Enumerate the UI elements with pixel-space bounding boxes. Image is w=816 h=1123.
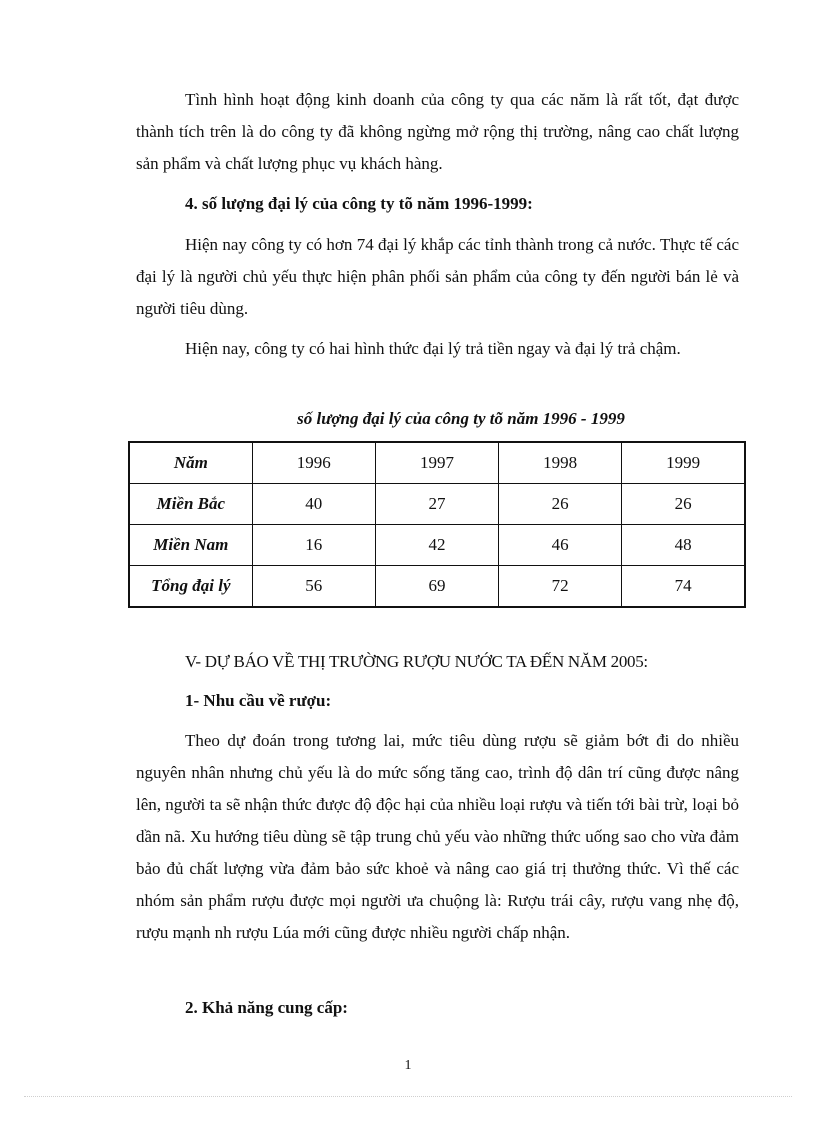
heading-agent-count: 4. số lượng đại lý của công ty tõ năm 1996-1999: xyxy=(185,194,533,213)
table-cell: 26 xyxy=(622,484,745,525)
row-label: Tổng đại lý xyxy=(129,566,252,608)
paragraph-business-results: Tình hình hoạt động kinh doanh của công ty qua các năm là rất tốt, đạt được thành tích trên là do công ty đã không ngừng mở rộng thị trường, nâng cao chất lượng sản phẩm và chất lượng phục vụ khách hàng. xyxy=(136,90,739,173)
paragraph-agents-nationwide: Hiện nay công ty có hơn 74 đại lý khắp các tỉnh thành trong cả nước. Thực tế các đại lý là người chủ yếu thực hiện phân phối sản phẩm của công ty đến người bán lẻ và người tiêu dùng. xyxy=(136,235,739,318)
paragraph-agent-types: Hiện nay, công ty có hai hình thức đại lý trả tiền ngay và đại lý trả chậm. xyxy=(185,339,681,358)
paragraph-demand-forecast: Theo dự đoán trong tương lai, mức tiêu dùng rượu sẽ giảm bớt đi do nhiều nguyên nhân nhưng chủ yếu là do mức sống tăng cao, trình độ dân trí cũng được nâng lên, người ta sẽ nhận thức được độ độc hại của nhiều loại rượu và tiến tới bài trừ, loại bỏ dần nã. Xu hướng tiêu dùng sẽ tập trung chủ yếu vào những thức uống sao cho vừa đảm bảo đủ chất lượng vừa đảm bảo sức khoẻ và nâng cao giá trị thưởng thức. Vì thế các nhóm sản phẩm rượu được mọi người ưa chuộng là: Rượu trái cây, rượu vang nhẹ độ, rượu mạnh nh rượu Lúa mới cũng được nhiều người chấp nhận. xyxy=(136,731,739,942)
row-label: Miền Nam xyxy=(129,525,252,566)
table-cell: 16 xyxy=(252,525,375,566)
header-cell: 1999 xyxy=(622,442,745,484)
table-cell: 56 xyxy=(252,566,375,608)
table-cell: 74 xyxy=(622,566,745,608)
table-cell: 72 xyxy=(499,566,622,608)
subheading-supply: 2. Khả năng cung cấp: xyxy=(185,998,348,1017)
header-cell: 1998 xyxy=(499,442,622,484)
table-header-row xyxy=(129,442,745,484)
table-cell: 46 xyxy=(499,525,622,566)
row-label: Miền Bắc xyxy=(129,484,252,525)
header-cell: Năm xyxy=(129,442,252,484)
header-cell: 1997 xyxy=(375,442,498,484)
page-number: 1 xyxy=(404,1058,412,1073)
table-cell: 26 xyxy=(499,484,622,525)
table-row xyxy=(129,566,745,608)
table-row xyxy=(129,525,745,566)
page-bottom-divider xyxy=(24,1096,792,1097)
table-cell: 42 xyxy=(375,525,498,566)
subheading-demand: 1- Nhu cầu về rượu: xyxy=(185,691,332,710)
table-cell: 27 xyxy=(375,484,498,525)
table-cell: 48 xyxy=(622,525,745,566)
header-cell: 1996 xyxy=(252,442,375,484)
table-caption: số lượng đại lý của công ty tõ năm 1996 - 1999 xyxy=(297,409,625,428)
table-row xyxy=(129,484,745,525)
agent-count-table xyxy=(128,441,746,608)
section-title-forecast: V- DỰ BÁO VỀ THỊ TRƯỜNG RƯỢU NƯỚC TA ĐẾN NĂM 2005: xyxy=(185,652,648,671)
table-cell: 40 xyxy=(252,484,375,525)
table-cell: 69 xyxy=(375,566,498,608)
